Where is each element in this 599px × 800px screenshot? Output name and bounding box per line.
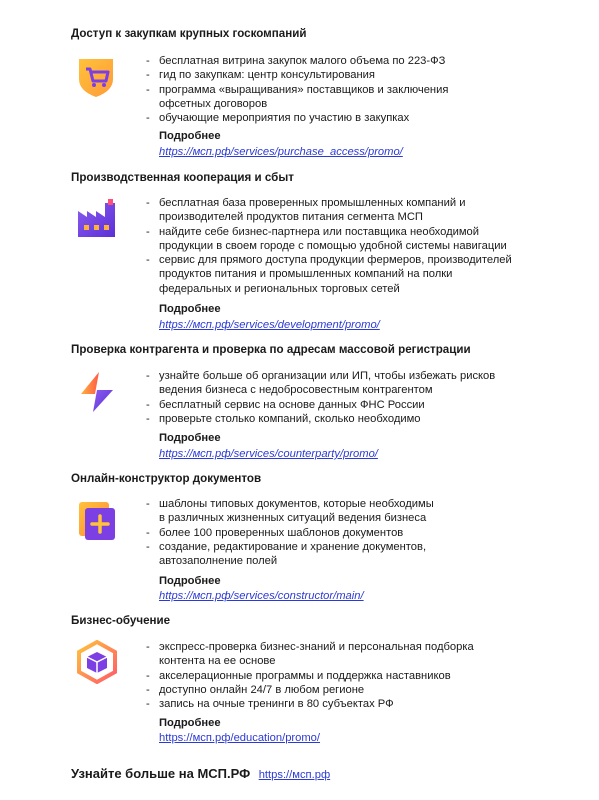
- list-item: - гид по закупкам: центр консультирования: [146, 68, 448, 82]
- list-item: - создание, редактирование и хранение документов, автозаполнение полей: [146, 540, 434, 569]
- list-item: - найдите себе бизнес-партнера или поставщика необходимой продукции в своем городе с помощью удобной системы навигации: [146, 225, 512, 254]
- section-title: Доступ к закупкам крупных госкомпаний: [71, 27, 307, 40]
- list-item: - узнайте больше об организации или ИП, чтобы избежать рисков ведения бизнеса с недобросовестным контрагентом: [146, 369, 495, 398]
- list-item: - обучающие мероприятия по участию в закупках: [146, 111, 448, 125]
- list-item: - бесплатный сервис на основе данных ФНС России: [146, 398, 495, 412]
- section-title: Бизнес-обучение: [71, 614, 171, 627]
- footer-text: Узнайте больше на МСП.РФ: [71, 766, 251, 781]
- bullet-list: [146, 369, 495, 426]
- shopping-cart-shield-icon: [75, 55, 119, 99]
- footer: [71, 765, 330, 783]
- section-title: Онлайн-конструктор документов: [71, 472, 262, 485]
- lightning-icon: [75, 370, 119, 414]
- bullet-list: [146, 497, 434, 568]
- list-item: - более 100 проверенных шаблонов документов: [146, 526, 434, 540]
- list-item: - программа «выращивания» поставщиков и заключения офсетных договоров: [146, 83, 448, 112]
- more-label: Подробнее: [159, 303, 221, 315]
- section-title: Проверка контрагента и проверка по адресам массовой регистрации: [71, 343, 471, 356]
- bullet-list: [146, 54, 448, 125]
- list-item: - доступно онлайн 24/7 в любом регионе: [146, 683, 474, 697]
- more-link[interactable]: https://мсп.рф/services/purchase_access/promo/: [159, 146, 403, 158]
- more-link[interactable]: https://мсп.рф/services/development/promo/: [159, 319, 380, 331]
- more-label: Подробнее: [159, 432, 221, 444]
- list-item: - шаблоны типовых документов, которые необходимы в различных жизненных ситуаций ведения бизнеса: [146, 497, 434, 526]
- section-title: Производственная кооперация и сбыт: [71, 171, 294, 184]
- list-item: - экспресс-проверка бизнес-знаний и персональная подборка контента на ее основе: [146, 640, 474, 669]
- bullet-list: [146, 196, 512, 296]
- list-item: - акселерационные программы и поддержка наставников: [146, 669, 474, 683]
- list-item: - сервис для прямого доступа продукции фермеров, производителей продуктов питания и промышленных компаний на полки федеральных и региональных торговых сетей: [146, 253, 512, 296]
- more-label: Подробнее: [159, 130, 221, 142]
- list-item: - проверьте столько компаний, сколько необходимо: [146, 412, 495, 426]
- list-item: - запись на очные тренинги в 80 субъектах РФ: [146, 697, 474, 711]
- list-item: - бесплатная база проверенных промышленных компаний и производителей продуктов питания сегмента МСП: [146, 196, 512, 225]
- more-link[interactable]: https://мсп.рф/services/constructor/main/: [159, 590, 364, 602]
- hexagon-cube-icon: [75, 640, 119, 684]
- factory-icon: [75, 197, 119, 241]
- footer-link[interactable]: https://мсп.рф: [258, 769, 331, 781]
- bullet-list: [146, 640, 474, 711]
- more-link[interactable]: https://мсп.рф/services/counterparty/promo/: [159, 448, 378, 460]
- more-label: Подробнее: [159, 575, 221, 587]
- document-plus-icon: [75, 498, 119, 542]
- more-link[interactable]: https://мсп.рф/education/promo/: [159, 732, 321, 744]
- more-label: Подробнее: [159, 717, 221, 729]
- list-item: - бесплатная витрина закупок малого объема по 223-ФЗ: [146, 54, 448, 68]
